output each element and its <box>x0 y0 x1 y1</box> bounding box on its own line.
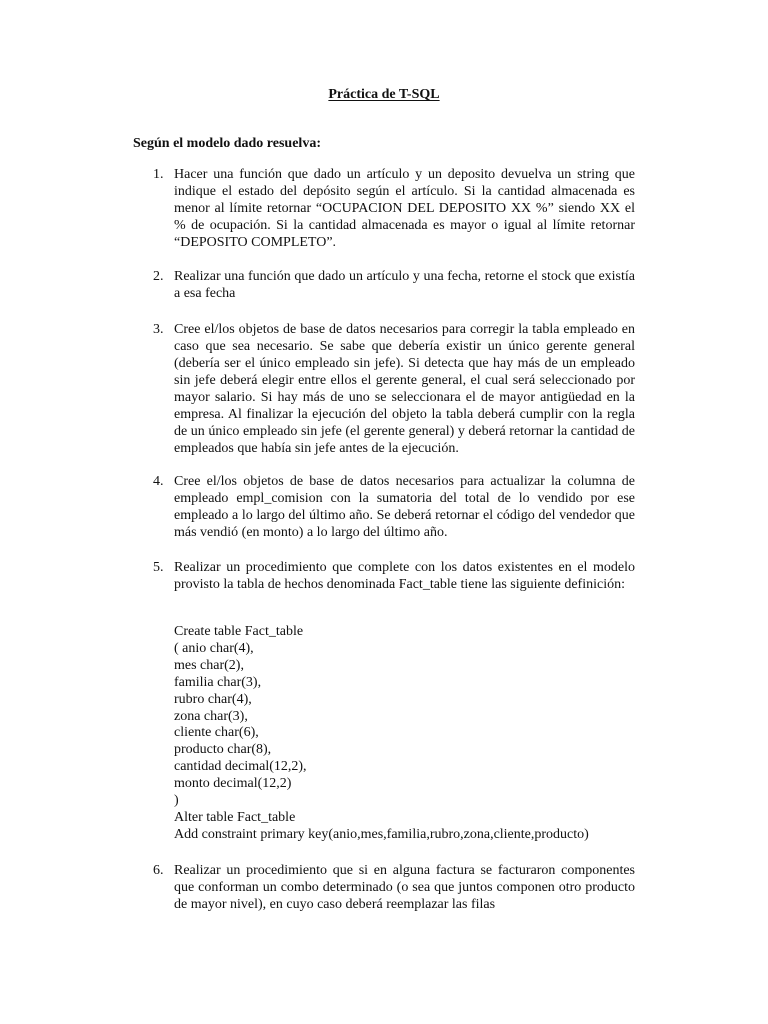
exercise-number: 3. <box>153 322 164 337</box>
code-line: monto decimal(12,2) <box>174 776 292 792</box>
exercise-item-4 <box>133 473 635 541</box>
document-subtitle: Según el modelo dado resuelva: <box>133 136 321 151</box>
sql-code-block <box>174 624 589 844</box>
exercise-number: 4. <box>153 474 164 489</box>
exercise-text: Cree el/los objetos de base de datos necesarios para corregir la tabla empleado en caso que sea necesario. Se sabe que debería existir un único gerente general (debería ser el único empleado sin jefe). Si detecta que hay más de un empleado sin jefe deberá elegir entre ellos el gerente general, el cual será seleccionado por mayor salario. Si hay más de uno se seleccionara el de mayor antigüedad en la empresa. Al finalizar la ejecución del objeto la tabla deberá cumplir con la regla de un único empleado sin jefe (el gerente general) y deberá retornar la cantidad de empleados que había sin jefe antes de la ejecución. <box>174 322 635 456</box>
code-line: rubro char(4), <box>174 691 252 707</box>
exercise-text: Realizar un procedimiento que complete con los datos existentes en el modelo provisto la tabla de hechos denominada Fact_table tiene las siguiente definición: <box>174 560 635 592</box>
code-line: Add constraint primary key(anio,mes,familia,rubro,zona,cliente,producto) <box>174 826 589 842</box>
code-line: mes char(2), <box>174 657 244 673</box>
code-line: ) <box>174 793 179 809</box>
exercise-number: 2. <box>153 269 164 284</box>
code-line: Alter table Fact_table <box>174 809 296 825</box>
exercise-number: 5. <box>153 560 164 575</box>
exercise-number: 1. <box>153 167 164 182</box>
exercise-item-3 <box>133 321 635 457</box>
code-line: ( anio char(4), <box>174 640 254 656</box>
exercise-item-2 <box>133 268 635 302</box>
code-line: cantidad decimal(12,2), <box>174 759 307 775</box>
exercise-text: Cree el/los objetos de base de datos necesarios para actualizar la columna de empleado empl_comision con la sumatoria del total de lo vendido por ese empleado a lo largo del último año. Se deberá retornar el código del vendedor que más vendió (en monto) a lo largo del último año. <box>174 474 635 540</box>
code-line: familia char(3), <box>174 674 262 690</box>
exercise-number: 6. <box>153 863 164 878</box>
code-line: Create table Fact_table <box>174 624 304 639</box>
exercise-text: Hacer una función que dado un artículo y un deposito devuelva un string que indique el estado del depósito según el artículo. Si la cantidad almacenada es menor al límite retornar “OCUPACION DEL DEPOSITO XX %” siendo XX el % de ocupación. Si la cantidad almacenada es mayor o igual al límite retornar “DEPOSITO COMPLETO”. <box>174 167 635 250</box>
code-line: cliente char(6), <box>174 725 259 741</box>
code-line: producto char(8), <box>174 742 272 758</box>
exercise-item-1 <box>133 166 635 251</box>
document-title: Práctica de T-SQL <box>328 87 440 102</box>
exercise-text: Realizar una función que dado un artículo y una fecha, retorne el stock que existía a esa fecha <box>174 269 635 301</box>
exercise-item-6 <box>133 862 635 913</box>
exercise-item-5 <box>133 559 635 593</box>
exercise-text: Realizar un procedimiento que si en alguna factura se facturaron componentes que conforman un combo determinado (o sea que juntos componen otro producto de mayor nivel), en cuyo caso deberá reemplazar las filas <box>174 863 635 912</box>
code-line: zona char(3), <box>174 708 248 724</box>
